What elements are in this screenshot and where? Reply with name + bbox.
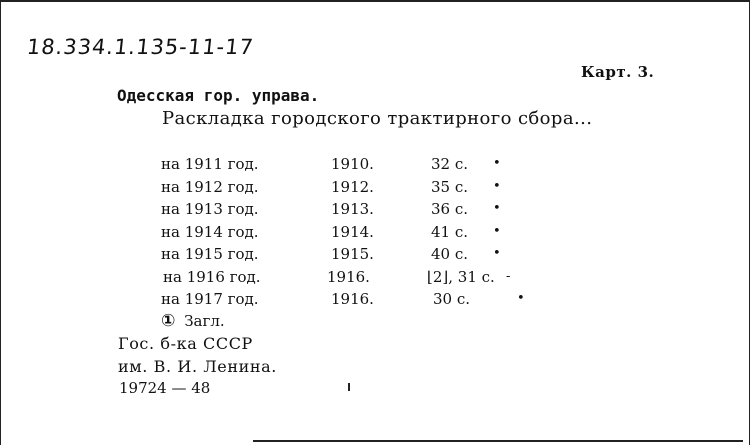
card-bottom-edge <box>253 440 743 442</box>
holdings-copies: 41 с. <box>431 222 469 241</box>
library-name: Гос. б-ка СССР <box>118 334 253 353</box>
holdings-year: 1913. <box>331 200 374 218</box>
holdings-year: 1916. <box>331 290 374 308</box>
check-mark-icon: - <box>506 268 511 284</box>
holdings-period: на 1914 год. <box>161 222 259 241</box>
holdings-period: на 1915 год. <box>161 245 259 263</box>
holdings-year: 1912. <box>331 177 374 196</box>
check-mark-icon: • <box>493 246 501 261</box>
holdings-copies: 30 с. <box>433 290 471 308</box>
check-mark-icon: • <box>493 223 501 239</box>
holdings-year: 1915. <box>331 245 374 263</box>
holdings-copies: 36 с. <box>431 200 469 218</box>
record-title: Раскладка городского трактирного сбора... <box>162 108 593 129</box>
holdings-year: 1916. <box>327 267 370 286</box>
check-mark-icon: • <box>517 291 525 306</box>
holdings-year: 1914. <box>331 222 374 241</box>
title-note-text: Загл. <box>184 312 225 330</box>
holdings-copies: 32 с. <box>431 155 469 173</box>
title-note <box>161 311 225 331</box>
holdings-year: 1910. <box>331 155 374 173</box>
shelfmark: 18.334.1.135-11-17 <box>25 35 256 59</box>
library-dedication: им. В. И. Ленина. <box>118 357 277 376</box>
holdings-copies: ⌊2⌋, 31 с. <box>427 267 495 286</box>
card-number: Карт. 3. <box>581 63 655 81</box>
holdings-period: на 1916 год. <box>163 267 261 286</box>
holdings-period: на 1911 год. <box>161 155 259 173</box>
check-mark-icon: • <box>493 201 501 216</box>
circled-1-handwritten-icon: ① <box>161 311 176 331</box>
author-heading: Одесская гор. управа. <box>117 86 320 105</box>
holdings-period: на 1913 год. <box>161 200 259 218</box>
ink-speck <box>348 383 350 391</box>
holdings-copies: 35 с. <box>431 177 469 196</box>
check-mark-icon: • <box>493 178 501 194</box>
check-mark-icon: • <box>493 156 501 171</box>
holdings-period: на 1912 год. <box>161 177 259 196</box>
holdings-copies: 40 с. <box>431 245 469 263</box>
holdings-period: на 1917 год. <box>161 290 259 308</box>
library-stamp <box>118 332 277 378</box>
inventory-number: 19724 — 48 <box>119 379 211 397</box>
